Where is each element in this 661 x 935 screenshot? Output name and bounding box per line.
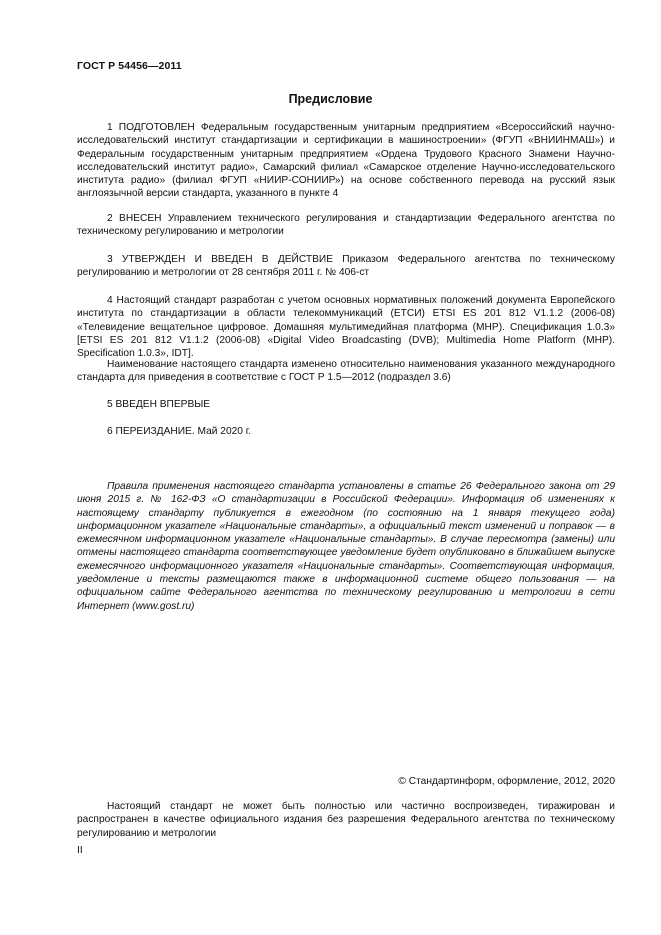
reproduction-notice: Настоящий стандарт не может быть полностью или частично воспроизведен, тиражирован и распространен в качестве официального издания без разрешения Федерального агентства по техническому регулированию и метрологии (77, 801, 615, 839)
page-number: II (77, 845, 83, 856)
paragraph-2: 2 ВНЕСЕН Управлением технического регулирования и стандартизации Федерального агентства по техническому регулированию и метрологии (77, 213, 615, 238)
paragraph-4: 4 Настоящий стандарт разработан с учетом основных нормативных положений документа Европейского института по стандартизации в области телекоммуникаций (ЕТСИ) ETSI ES 201 812 V1.1.2 (2006-08) «Телевидение вещательное цифровое. Домашняя мультимедийная платформа (МНР). Спецификация 1.0.3» [ETSI ES 201 812 V1.1.2 (2006-08) «Digital Video Broadcasting (DVB); Multimedia Home Platform (MHP). Specification 1.0.3», IDT]. (77, 295, 615, 360)
paragraph-3: 3 УТВЕРЖДЕН И ВВЕДЕН В ДЕЙСТВИЕ Приказом Федерального агентства по техническому регулированию и метрологии от 28 сентября 2011 г. № 406-ст (77, 254, 615, 279)
document-header: ГОСТ Р 54456—2011 (77, 60, 182, 72)
paragraph-5: 5 ВВЕДЕН ВПЕРВЫЕ (107, 399, 211, 410)
application-notice: Правила применения настоящего стандарта установлены в статье 26 Федерального закона от 29 июня 2015 г. № 162-ФЗ «О стандартизации в Российской Федерации». Информация об изменениях к настоящему стандарту публикуется в ежегодном (по состоянию на 1 января текущего года) информационном указателе «Национальные стандарты», а официальный текст изменений и поправок — в ежемесячном информационном указателе «Национальные стандарты». В случае пересмотра (замены) или отмены настоящего стандарта соответствующее уведомление будет опубликовано в ближайшем выпуске ежемесячного информационного указателя «Национальные стандарты». Соответствующая информация, уведомление и тексты размещаются также в информационной системе общего пользования — на официальном сайте Федерального агентства по техническому регулированию и метрологии в сети Интернет (www.gost.ru) (77, 481, 615, 612)
paragraph-1: 1 ПОДГОТОВЛЕН Федеральным государственным унитарным предприятием «Всероссийский научно-исследовательский институт стандартизации и сертификации в машиностроении» (ФГУП «ВНИИНМАШ») и Федеральным государственным унитарным предприятием «Ордена Трудового Красного Знамени Научно-исследовательский институт радио», Самарский филиал «Самарское отделение Научно-исследовательского института радио» (филиал ФГУП «НИИР-СОНИИР») на основе собственного перевода на русский язык англоязычной версии стандарта, указанного в пункте 4 (77, 122, 615, 200)
copyright-line: © Стандартинформ, оформление, 2012, 2020 (398, 776, 615, 787)
paragraph-6: 6 ПЕРЕИЗДАНИЕ. Май 2020 г. (107, 426, 252, 437)
page-title: Предисловие (288, 92, 373, 106)
paragraph-4-note: Наименование настоящего стандарта изменено относительно наименования указанного международного стандарта для приведения в соответствие с ГОСТ Р 1.5—2012 (подраздел 3.6) (77, 359, 615, 384)
